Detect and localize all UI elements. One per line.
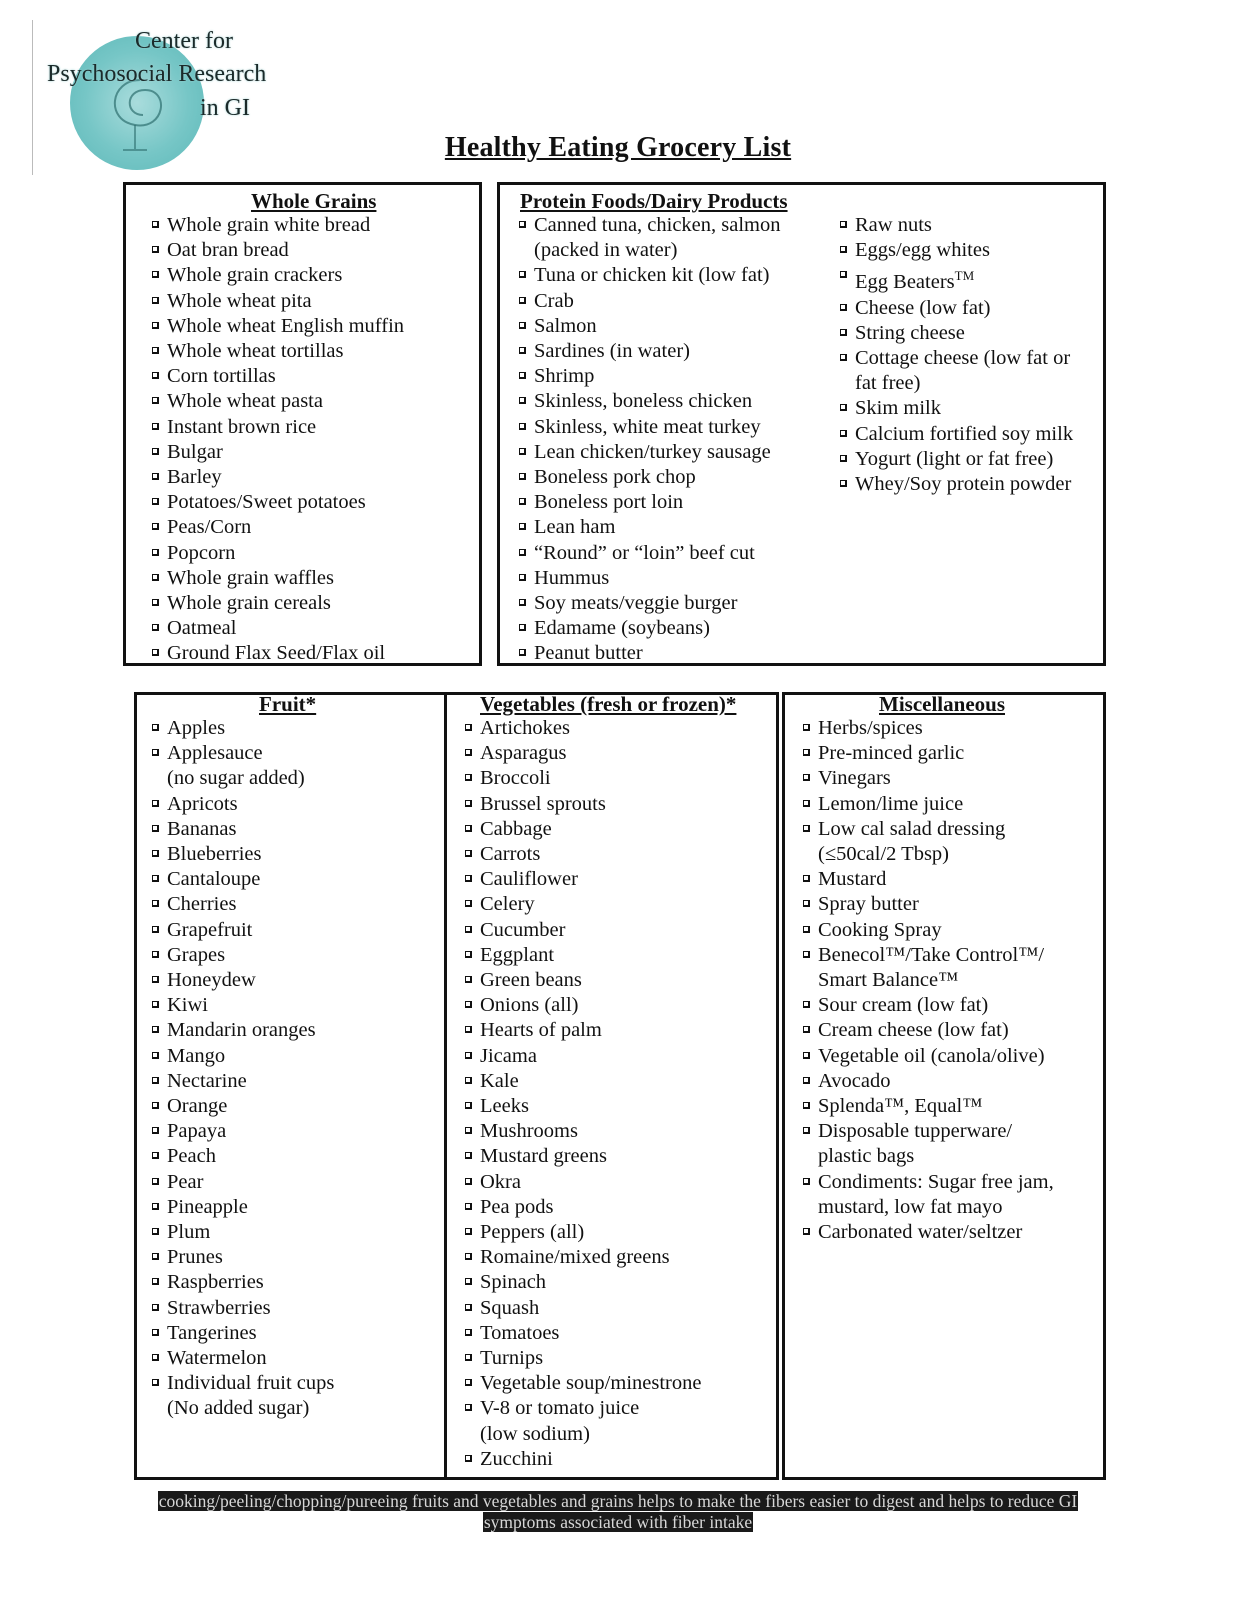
list-item: Yogurt (light or fat free) xyxy=(839,447,1073,472)
list-item: Turnips xyxy=(464,1346,701,1371)
list-item: Boneless pork chop xyxy=(518,465,781,490)
list-item: Potatoes/Sweet potatoes xyxy=(151,490,404,515)
list-item: Peach xyxy=(151,1144,334,1169)
list-item: Squash xyxy=(464,1296,701,1321)
list-item: Orange xyxy=(151,1094,334,1119)
list-item: (no sugar added) xyxy=(167,767,305,790)
list-item: Apricots xyxy=(151,792,334,817)
list-item: Celery xyxy=(464,892,701,917)
list-item: Skim milk xyxy=(839,396,1073,421)
list-item: Blueberries xyxy=(151,842,334,867)
list-item: (low sodium) xyxy=(480,1422,590,1445)
list-item: Brussel sprouts xyxy=(464,792,701,817)
list-item: Kale xyxy=(464,1069,701,1094)
list-item: Nectarine xyxy=(151,1069,334,1094)
list-item: Individual fruit cups xyxy=(151,1371,334,1396)
list-item: (No added sugar) xyxy=(167,1397,310,1420)
list-item: Edamame (soybeans) xyxy=(518,616,781,641)
list-item: Skinless, white meat turkey xyxy=(518,415,781,440)
list-item: Tuna or chicken kit (low fat) xyxy=(518,263,781,288)
footer-line1: cooking/peeling/chopping/pureeing fruits and vegetables and grains helps to make the fibers easier to digest and helps to reduce GI xyxy=(158,1491,1078,1511)
fruit-list xyxy=(151,716,334,1422)
list-item: Cantaloupe xyxy=(151,867,334,892)
list-item: Whole grain crackers xyxy=(151,263,404,288)
whole-grains-heading: Whole Grains xyxy=(251,189,377,213)
list-item: Carbonated water/seltzer xyxy=(802,1220,1054,1245)
logo-text-line3: in GI xyxy=(200,95,250,121)
logo-text-line1: Center for xyxy=(135,28,233,54)
list-item: Eggplant xyxy=(464,943,701,968)
list-item: Skinless, boneless chicken xyxy=(518,389,781,414)
list-item: Whole wheat English muffin xyxy=(151,314,404,339)
list-item: Vinegars xyxy=(802,766,1054,791)
list-item: fat free) xyxy=(855,372,921,395)
list-item: Zucchini xyxy=(464,1447,701,1472)
list-item: Lemon/lime juice xyxy=(802,792,1054,817)
list-item: Jicama xyxy=(464,1044,701,1069)
list-item: Vegetable oil (canola/olive) xyxy=(802,1044,1054,1069)
list-item: Whole grain waffles xyxy=(151,566,404,591)
list-item: Mushrooms xyxy=(464,1119,701,1144)
list-item: Hummus xyxy=(518,566,781,591)
list-item: Barley xyxy=(151,465,404,490)
page-title: Healthy Eating Grocery List xyxy=(444,132,792,163)
list-item: Apples xyxy=(151,716,334,741)
list-item: String cheese xyxy=(839,321,1073,346)
vegetables-list xyxy=(464,716,701,1472)
footer-line2: symptoms associated with fiber intake xyxy=(483,1512,753,1532)
list-item: Strawberries xyxy=(151,1296,334,1321)
list-item: Cauliflower xyxy=(464,867,701,892)
list-item: Disposable tupperware/ xyxy=(802,1119,1054,1144)
list-item: Honeydew xyxy=(151,968,334,993)
list-item: Mustard greens xyxy=(464,1144,701,1169)
list-item: Crab xyxy=(518,289,781,314)
list-item: Whey/Soy protein powder xyxy=(839,472,1073,497)
fruit-heading: Fruit* xyxy=(259,692,317,716)
list-item: Cheese (low fat) xyxy=(839,296,1073,321)
list-item: Pre-minced garlic xyxy=(802,741,1054,766)
list-item: Carrots xyxy=(464,842,701,867)
list-item: Salmon xyxy=(518,314,781,339)
list-item: Asparagus xyxy=(464,741,701,766)
list-item: Peanut butter xyxy=(518,641,781,666)
list-item: Smart Balance™ xyxy=(818,969,959,992)
list-item: Peas/Corn xyxy=(151,515,404,540)
protein-heading: Protein Foods/Dairy Products xyxy=(520,189,788,213)
list-item: Cabbage xyxy=(464,817,701,842)
list-item: Hearts of palm xyxy=(464,1018,701,1043)
list-item: Peppers (all) xyxy=(464,1220,701,1245)
list-item: Shrimp xyxy=(518,364,781,389)
list-item: Ground Flax Seed/Flax oil xyxy=(151,641,404,666)
list-item: Okra xyxy=(464,1170,701,1195)
protein-list-col2 xyxy=(839,213,1073,497)
list-item: Low cal salad dressing xyxy=(802,817,1054,842)
list-item: V-8 or tomato juice xyxy=(464,1396,701,1421)
list-item: Sour cream (low fat) xyxy=(802,993,1054,1018)
list-item: Eggs/egg whites xyxy=(839,238,1073,263)
vegetables-heading: Vegetables (fresh or frozen)* xyxy=(480,692,737,716)
list-item: Whole wheat pita xyxy=(151,289,404,314)
misc-heading: Miscellaneous xyxy=(879,692,1005,716)
list-item: Boneless port loin xyxy=(518,490,781,515)
list-item: Egg Beaters™ xyxy=(839,263,1073,295)
list-item: Broccoli xyxy=(464,766,701,791)
list-item: Herbs/spices xyxy=(802,716,1054,741)
list-item: Cream cheese (low fat) xyxy=(802,1018,1054,1043)
list-item: Tomatoes xyxy=(464,1321,701,1346)
list-item: plastic bags xyxy=(818,1145,915,1168)
list-item: (packed in water) xyxy=(534,239,678,262)
list-item: mustard, low fat mayo xyxy=(818,1195,1003,1218)
list-item: Spinach xyxy=(464,1270,701,1295)
list-item: Lean ham xyxy=(518,515,781,540)
list-item: Pea pods xyxy=(464,1195,701,1220)
list-item: Oat bran bread xyxy=(151,238,404,263)
footer-note xyxy=(0,1491,1236,1533)
list-item: Whole grain white bread xyxy=(151,213,404,238)
list-item: Whole wheat pasta xyxy=(151,389,404,414)
list-item: Whole wheat tortillas xyxy=(151,339,404,364)
list-item: (≤50cal/2 Tbsp) xyxy=(818,843,949,866)
list-item: Tangerines xyxy=(151,1321,334,1346)
list-item: Artichokes xyxy=(464,716,701,741)
list-item: Spray butter xyxy=(802,892,1054,917)
list-item: Splenda™, Equal™ xyxy=(802,1094,1054,1119)
list-item: Avocado xyxy=(802,1069,1054,1094)
list-item: Applesauce xyxy=(151,741,334,766)
list-item: Cherries xyxy=(151,892,334,917)
list-item: Mustard xyxy=(802,867,1054,892)
list-item: Raspberries xyxy=(151,1270,334,1295)
list-item: Bananas xyxy=(151,817,334,842)
list-item: Condiments: Sugar free jam, xyxy=(802,1170,1054,1195)
list-item: Papaya xyxy=(151,1119,334,1144)
list-item: Soy meats/veggie burger xyxy=(518,591,781,616)
list-item: Raw nuts xyxy=(839,213,1073,238)
list-item: Grapes xyxy=(151,943,334,968)
list-item: Plum xyxy=(151,1220,334,1245)
list-item: Leeks xyxy=(464,1094,701,1119)
trademark-mark: TM xyxy=(954,268,975,284)
list-item: Prunes xyxy=(151,1245,334,1270)
list-item: Vegetable soup/minestrone xyxy=(464,1371,701,1396)
list-item: Lean chicken/turkey sausage xyxy=(518,440,781,465)
list-item: Corn tortillas xyxy=(151,364,404,389)
list-item: Calcium fortified soy milk xyxy=(839,422,1073,447)
list-item: Pear xyxy=(151,1170,334,1195)
list-item: Mandarin oranges xyxy=(151,1018,334,1043)
list-item: Instant brown rice xyxy=(151,415,404,440)
list-item: Cucumber xyxy=(464,918,701,943)
logo-text-line2: Psychosocial Research xyxy=(47,61,267,87)
list-item: Grapefruit xyxy=(151,918,334,943)
list-item: Green beans xyxy=(464,968,701,993)
list-item: Oatmeal xyxy=(151,616,404,641)
list-item: Benecol™/Take Control™/ xyxy=(802,943,1054,968)
list-item: Kiwi xyxy=(151,993,334,1018)
list-item: Popcorn xyxy=(151,541,404,566)
list-item: “Round” or “loin” beef cut xyxy=(518,541,781,566)
protein-list-col1 xyxy=(518,213,781,667)
list-item: Whole grain cereals xyxy=(151,591,404,616)
list-item: Sardines (in water) xyxy=(518,339,781,364)
list-item: Mango xyxy=(151,1044,334,1069)
list-item: Pineapple xyxy=(151,1195,334,1220)
list-item: Onions (all) xyxy=(464,993,701,1018)
misc-list xyxy=(802,716,1054,1245)
whole-grains-list xyxy=(151,213,404,667)
list-item: Cottage cheese (low fat or xyxy=(839,346,1073,371)
list-item: Cooking Spray xyxy=(802,918,1054,943)
list-item: Canned tuna, chicken, salmon xyxy=(518,213,781,238)
list-item: Romaine/mixed greens xyxy=(464,1245,701,1270)
list-item: Bulgar xyxy=(151,440,404,465)
list-item: Watermelon xyxy=(151,1346,334,1371)
